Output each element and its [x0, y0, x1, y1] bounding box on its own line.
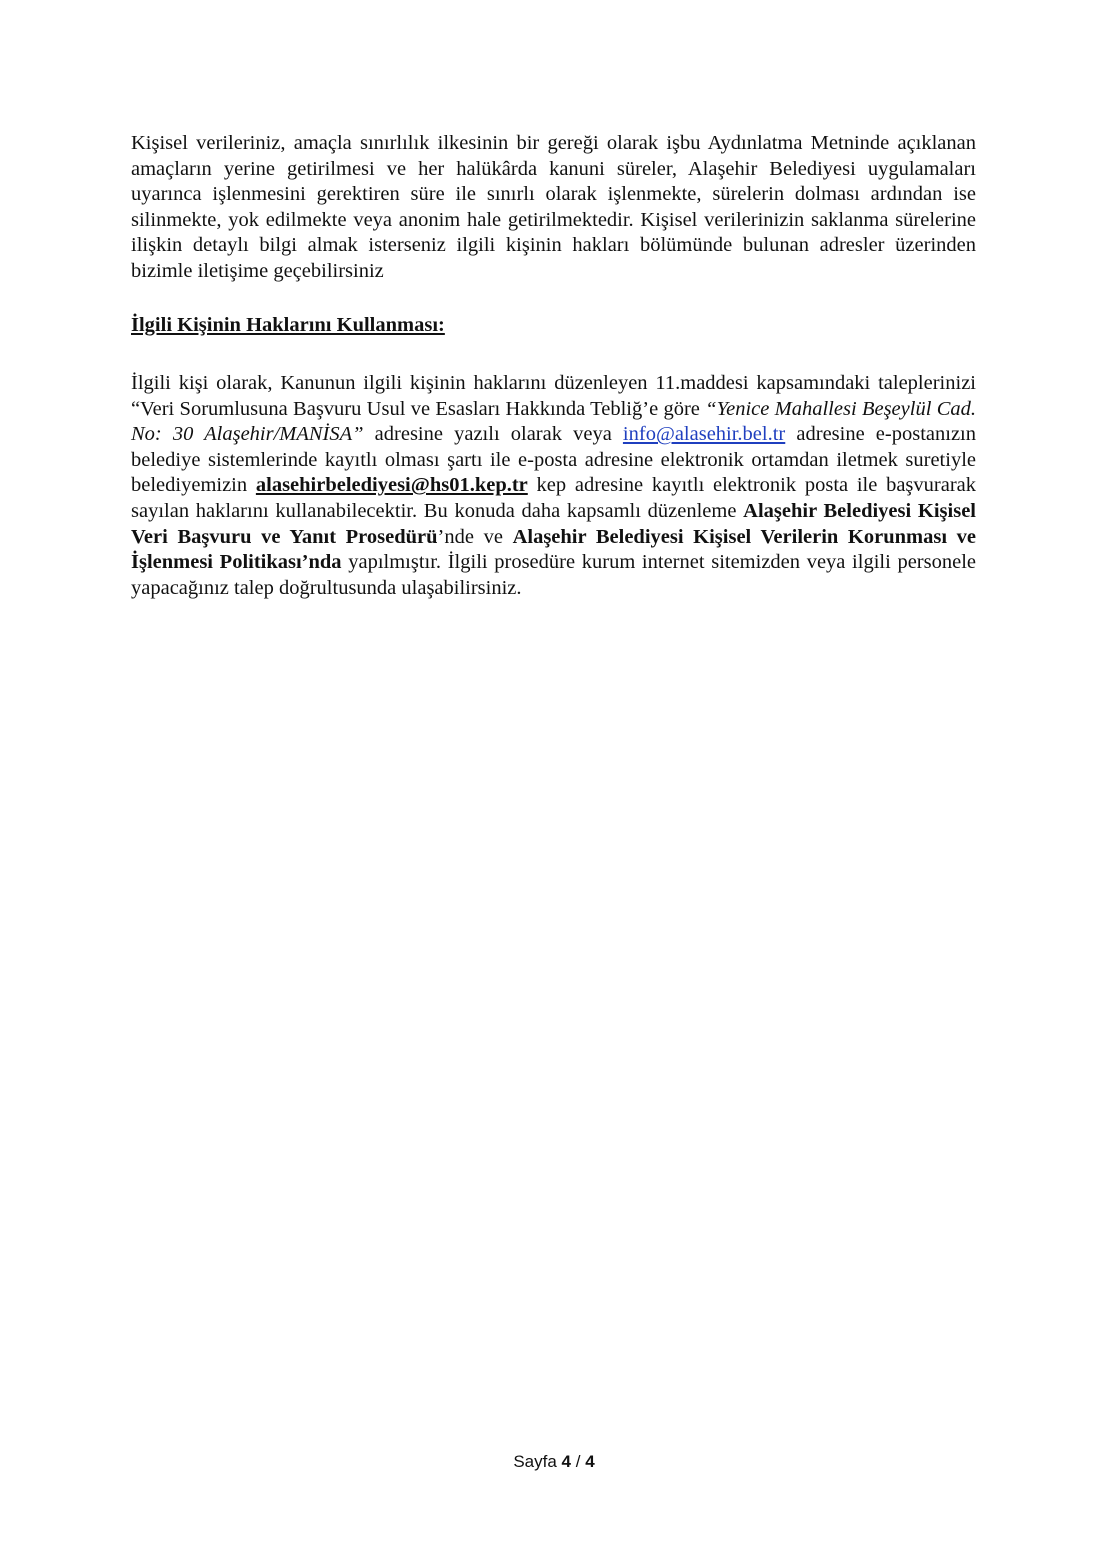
rights-text-3: adresine e-postanızın belediye sistemlerinde kayıtlı olması şartı ile e-posta adresine elektronik ortamdan iletmek suretiyle belediyemizin: [131, 423, 976, 497]
rights-text-5: ’nde ve: [437, 525, 513, 548]
section-heading: İlgili Kişinin Haklarını Kullanması:: [131, 314, 445, 336]
rights-text-1: İlgili kişi olarak, Kanunun ilgili kişinin haklarını düzenleyen 11.maddesi kapsamındaki taleplerinizi “Veri Sorumlusuna Başvuru Usul ve Esasları Hakkında Tebliğ’e göre: [131, 372, 976, 420]
address-text: “Yenice Mahallesi Beşeylül Cad. No: 30 Alaşehir/MANİSA”: [131, 397, 976, 446]
rights-paragraph: [131, 371, 976, 601]
footer-separator: /: [571, 1452, 586, 1471]
page-footer: [0, 1452, 1108, 1472]
procedure-title: Alaşehir Belediyesi Kişisel Veri Başvuru ve Yanıt Prosedürü: [131, 499, 976, 548]
kep-address: alasehirbelediyesi@hs01.kep.tr: [255, 474, 528, 497]
retention-paragraph: Kişisel verileriniz, amaçla sınırlılık ilkesinin bir gereği olarak işbu Aydınlatma Metninde açıklanan amaçların yerine getirilmesi ve her halükârda kanuni süreler, Alaşehir Belediyesi uygulamaları uyarınca işlenmesini gerektiren süre ile sınırlı olarak işlenmekte, sürelerin dolması ardından ise silinmekte, yok edilmekte veya anonim hale getirilmektedir. Kişisel verilerinizin saklanma sürelerine ilişkin detaylı bilgi almak isterseniz ilgili kişinin hakları bölümünde bulunan adresler üzerinden bizimle iletişime geçebilirsiniz: [131, 132, 976, 282]
email-link[interactable]: info@alasehir.bel.tr: [622, 423, 786, 446]
policy-title: Alaşehir Belediyesi Kişisel Verilerin Korunması ve İşlenmesi Politikası’nda: [131, 525, 977, 574]
page-current: 4: [561, 1452, 572, 1471]
rights-text-2: adresine yazılı olarak veya: [363, 423, 623, 446]
rights-text-6: yapılmıştır. İlgili prosedüre kurum internet sitemizden veya ilgili personele yapacağınız talep doğrultusunda ulaşabilirsiniz.: [131, 551, 977, 599]
footer-prefix: Sayfa: [513, 1452, 562, 1471]
page-total: 4: [585, 1452, 595, 1471]
rights-text-4: kep adresine kayıtlı elektronik posta ile başvurarak sayılan haklarını kullanabilecektir. Bu konuda daha kapsamlı düzenleme: [131, 474, 977, 522]
